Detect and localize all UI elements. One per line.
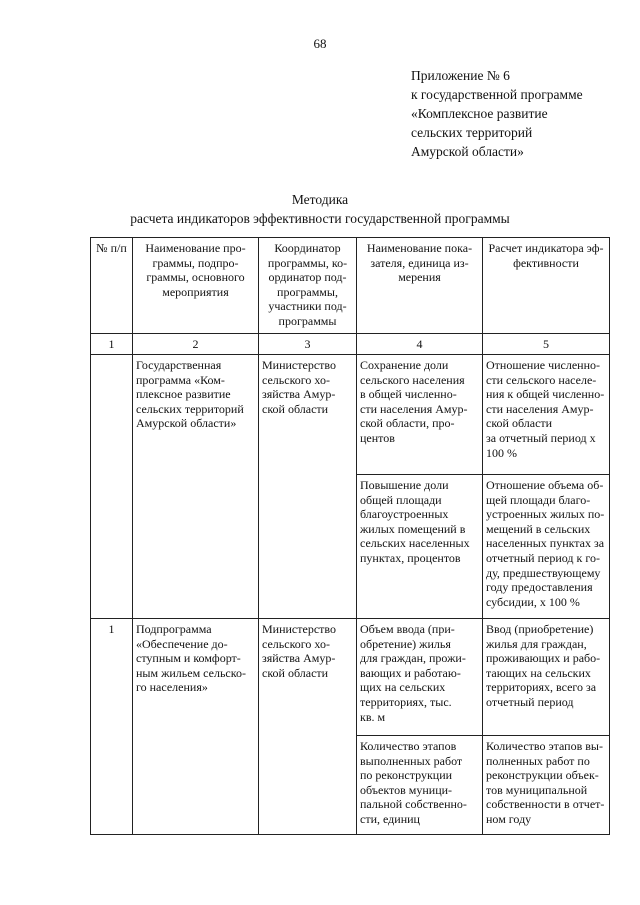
cell-text-line: граммы, подпро- — [152, 255, 239, 270]
cell-text-line: сти населения Амур- — [360, 401, 468, 416]
cell-text-line: Министерство — [262, 622, 336, 636]
table-header-row — [91, 238, 610, 334]
appendix-line: «Комплексное развитие — [411, 106, 548, 121]
cell-text-line: году предоставления — [486, 580, 593, 595]
indicator-name-cell — [357, 619, 483, 736]
page-number: 68 — [313, 36, 327, 51]
cell-text-line: жилых помещений в — [360, 521, 466, 536]
cell-text-line: пунктах, процентов — [360, 550, 461, 565]
cell-text-line: сти, единиц — [360, 811, 420, 826]
coordinator-cell — [259, 355, 357, 619]
column-number: 3 — [259, 334, 357, 355]
cell-text-line: Подпрограмма — [136, 622, 212, 636]
header-cell — [259, 238, 357, 334]
cell-text-line: сельского населения — [360, 372, 465, 387]
cell-text-line: ской области — [262, 401, 329, 416]
cell-text-line: Координатор — [274, 241, 341, 255]
cell-text-line: ния к общей численно- — [486, 387, 605, 402]
cell-text-line: ном году — [486, 811, 532, 826]
program-name-cell — [133, 619, 259, 835]
cell-text-line: по реконструкции — [360, 768, 453, 783]
program-name-cell — [133, 355, 259, 619]
cell-text-line: собственности в отчет- — [486, 797, 605, 812]
header-cell — [91, 238, 133, 334]
cell-text-line: территориях, всего за — [486, 680, 597, 695]
column-number: 2 — [133, 334, 259, 355]
cell-text-line: сельских территорий — [136, 401, 244, 416]
indicator-name-cell — [357, 736, 483, 835]
cell-text-line: ской области — [262, 665, 329, 680]
cell-text-line: Министерство — [262, 358, 336, 372]
table-row — [91, 619, 610, 736]
cell-text-line: полненных работ по — [486, 753, 590, 768]
header-cell — [483, 238, 610, 334]
column-number-row — [91, 334, 610, 355]
row-number — [91, 355, 133, 619]
cell-text-line: ской области — [486, 416, 553, 431]
indicator-calc-cell — [483, 475, 610, 619]
column-number: 5 — [483, 334, 610, 355]
cell-text-line: мещений в сельских — [486, 521, 591, 536]
cell-text-line: Количество этапов вы- — [486, 739, 603, 753]
indicator-name-cell — [357, 475, 483, 619]
indicator-name-cell — [357, 355, 483, 475]
cell-text-line: щих на сельских — [360, 680, 446, 695]
cell-text-line: Расчет индикатора эф- — [488, 241, 604, 255]
cell-text-line: программы — [278, 313, 337, 328]
cell-text-line: сельского хо- — [262, 636, 330, 651]
cell-text-line: реконструкции объек- — [486, 768, 599, 783]
row-number: 1 — [91, 619, 133, 835]
header-cell — [357, 238, 483, 334]
cell-text-line: Наименование про- — [145, 241, 246, 255]
cell-text-line: «Обеспечение до- — [136, 636, 228, 651]
cell-text-line: сельского хо- — [262, 372, 330, 387]
cell-text-line: тающих на сельских — [486, 665, 591, 680]
cell-text-line: программы, — [277, 284, 338, 299]
cell-text-line: граммы, основного — [146, 270, 245, 285]
cell-text-line: ду, предшествующему — [486, 565, 601, 580]
cell-text-line: благоустроенных — [360, 507, 449, 522]
cell-text-line: зяйства Амур- — [262, 387, 336, 402]
title-line-2: расчета индикаторов эффективности государственной программы — [130, 211, 510, 226]
cell-text-line: программы, ко- — [267, 255, 348, 270]
cell-text-line: фективности — [513, 255, 579, 270]
cell-text-line: зяйства Амур- — [262, 651, 336, 666]
cell-text-line: Отношение численно- — [486, 358, 601, 372]
cell-text-line: Повышение доли — [360, 478, 449, 492]
cell-text-line: населенных пунктах за — [486, 536, 605, 551]
cell-text-line: общей площади — [360, 492, 442, 507]
cell-text-line: тов муниципальной — [486, 782, 588, 797]
cell-text-line: участники под- — [268, 299, 347, 314]
cell-text-line: ным жильем сельско- — [136, 665, 246, 680]
cell-text-line: устроенных жилых по- — [486, 507, 605, 522]
cell-text-line: Государственная — [136, 358, 222, 372]
indicators-table — [90, 237, 610, 835]
cell-text-line: мероприятия — [162, 284, 229, 299]
indicator-calc-cell — [483, 736, 610, 835]
cell-text-line: жилья для граждан, — [486, 636, 587, 651]
cell-text-line: 100 % — [486, 445, 517, 460]
appendix-line: Амурской области» — [411, 144, 524, 159]
cell-text-line: выполненных работ — [360, 753, 463, 768]
cell-text-line: щей площади благо- — [486, 492, 591, 507]
cell-text-line: ординатор под- — [268, 270, 347, 285]
coordinator-cell — [259, 619, 357, 835]
cell-text-line: зателя, единица из- — [370, 255, 469, 270]
header-cell — [133, 238, 259, 334]
cell-text-line: программа «Ком- — [136, 372, 225, 387]
appendix-block — [411, 66, 631, 161]
cell-text-line: № п/п — [96, 241, 127, 255]
table-row — [91, 355, 610, 475]
cell-text-line: ской области, про- — [360, 416, 455, 431]
document-title — [0, 190, 640, 228]
cell-text-line: Ввод (приобретение) — [486, 622, 594, 636]
cell-text-line: отчетный период — [486, 694, 574, 709]
cell-text-line: для граждан, прожи- — [360, 651, 466, 666]
cell-text-line: вающих и работаю- — [360, 665, 461, 680]
cell-text-line: Сохранение доли — [360, 358, 449, 372]
cell-text-line: Отношение объема об- — [486, 478, 604, 492]
cell-text-line: объектов муници- — [360, 782, 453, 797]
cell-text-line: отчетный период к го- — [486, 550, 600, 565]
cell-text-line: центов — [360, 430, 395, 445]
cell-text-line: Количество этапов — [360, 739, 457, 753]
column-number: 1 — [91, 334, 133, 355]
cell-text-line: обретение) жилья — [360, 636, 451, 651]
cell-text-line: го населения» — [136, 680, 208, 695]
cell-text-line: пальной собственно- — [360, 797, 467, 812]
cell-text-line: за отчетный период х — [486, 430, 596, 445]
appendix-line: к государственной программе — [411, 87, 583, 102]
cell-text-line: плексное развитие — [136, 387, 231, 402]
indicator-calc-cell — [483, 619, 610, 736]
cell-text-line: Объем ввода (при- — [360, 622, 455, 636]
cell-text-line: субсидии, х 100 % — [486, 594, 580, 609]
cell-text-line: проживающих и рабо- — [486, 651, 601, 666]
cell-text-line: Амурской области» — [136, 416, 237, 431]
appendix-line: Приложение № 6 — [411, 68, 510, 83]
column-number: 4 — [357, 334, 483, 355]
cell-text-line: сельских населенных — [360, 536, 470, 551]
cell-text-line: в общей численно- — [360, 387, 457, 402]
cell-text-line: кв. м — [360, 709, 386, 724]
title-line-1: Методика — [291, 192, 349, 207]
cell-text-line: сти населения Амур- — [486, 401, 594, 416]
indicator-calc-cell — [483, 355, 610, 475]
cell-text-line: ступным и комфорт- — [136, 651, 241, 666]
cell-text-line: мерения — [398, 270, 441, 285]
appendix-line: сельских территорий — [411, 125, 533, 140]
cell-text-line: сти сельского населе- — [486, 372, 597, 387]
cell-text-line: Наименование пока- — [366, 241, 473, 255]
cell-text-line: территориях, тыс. — [360, 694, 452, 709]
